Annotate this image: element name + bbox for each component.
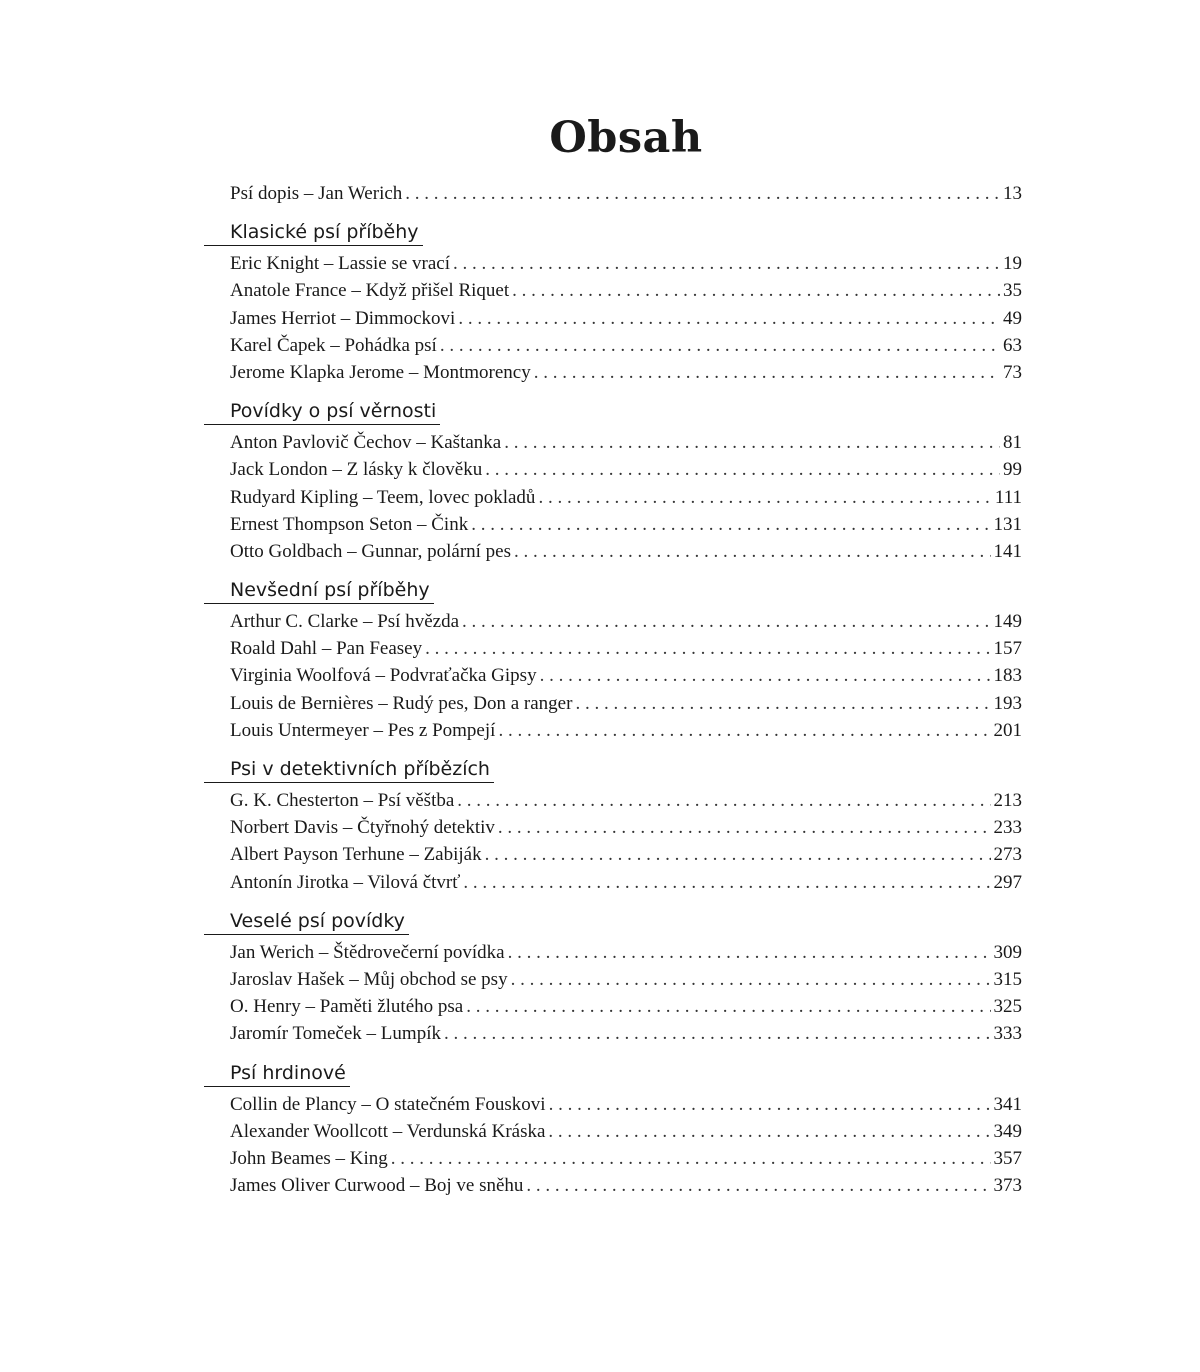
toc-entry-page: 183 bbox=[993, 665, 1022, 687]
toc-entry-label: James Herriot – Dimmockovi bbox=[230, 307, 456, 329]
dot-leader bbox=[444, 1020, 991, 1047]
toc-entry-label: John Beames – King bbox=[230, 1147, 388, 1169]
dot-leader bbox=[526, 1172, 990, 1199]
dot-leader bbox=[549, 1091, 991, 1118]
toc-section bbox=[204, 577, 1022, 744]
dot-leader bbox=[534, 359, 1000, 386]
toc-entry-page: 333 bbox=[993, 1023, 1022, 1045]
toc-entry[interactable] bbox=[204, 332, 1022, 359]
toc-entry-label: Arthur C. Clarke – Psí hvězda bbox=[230, 611, 460, 633]
toc-entry-label: Jack London – Z lásky k člověku bbox=[230, 459, 483, 481]
toc-entry-page: 157 bbox=[993, 638, 1022, 660]
toc-entry-label: Eric Knight – Lassie se vrací bbox=[230, 253, 451, 275]
toc-entry-label: Antonín Jirotka – Vilová čtvrť bbox=[230, 871, 461, 893]
toc-entry-label: Rudyard Kipling – Teem, lovec pokladů bbox=[230, 486, 536, 508]
toc-entry-page: 233 bbox=[993, 817, 1022, 839]
dot-leader bbox=[514, 538, 990, 565]
toc-entry-label: Alexander Woollcott – Verdunská Kráska bbox=[230, 1120, 546, 1142]
toc-entry[interactable] bbox=[204, 662, 1022, 689]
dot-leader bbox=[504, 429, 1000, 456]
toc-entry-page: 201 bbox=[993, 719, 1022, 741]
dot-leader bbox=[453, 250, 1000, 277]
toc-entry-label: Albert Payson Terhune – Zabiják bbox=[230, 844, 482, 866]
table-of-contents bbox=[204, 180, 1022, 1199]
toc-entry-label: Norbert Davis – Čtyřnohý detektiv bbox=[230, 817, 495, 839]
toc-entry-page: 13 bbox=[1003, 183, 1022, 204]
page-title: Obsah bbox=[549, 113, 703, 163]
section-heading: Povídky o psí věrnosti bbox=[204, 398, 440, 425]
toc-entry[interactable] bbox=[204, 1172, 1022, 1199]
toc-entry[interactable] bbox=[204, 993, 1022, 1020]
toc-entry-label: Louis Untermeyer – Pes z Pompejí bbox=[230, 719, 496, 741]
dot-leader bbox=[511, 966, 991, 993]
toc-entry-page: 325 bbox=[993, 996, 1022, 1018]
section-heading: Psí hrdinové bbox=[204, 1060, 350, 1087]
toc-entry-page: 273 bbox=[993, 844, 1022, 866]
toc-entry[interactable] bbox=[204, 787, 1022, 814]
dot-leader bbox=[466, 993, 990, 1020]
dot-leader bbox=[425, 635, 990, 662]
toc-entry-label: Karel Čapek – Pohádka psí bbox=[230, 334, 437, 356]
toc-entry-page: 373 bbox=[993, 1175, 1022, 1197]
toc-entry-page: 357 bbox=[993, 1147, 1022, 1169]
toc-entry-page: 81 bbox=[1003, 432, 1022, 454]
toc-entry[interactable] bbox=[204, 1118, 1022, 1145]
dot-leader bbox=[440, 332, 1000, 359]
dot-leader bbox=[498, 814, 991, 841]
toc-section bbox=[204, 219, 1022, 386]
toc-entry[interactable] bbox=[204, 1091, 1022, 1118]
toc-entry[interactable] bbox=[204, 1020, 1022, 1047]
dot-leader bbox=[485, 841, 991, 868]
toc-entry-label: Psí dopis – Jan Werich bbox=[230, 183, 403, 204]
toc-entry-label: James Oliver Curwood – Boj ve sněhu bbox=[230, 1175, 524, 1197]
section-heading: Psi v detektivních příbězích bbox=[204, 756, 494, 783]
toc-entry[interactable] bbox=[204, 869, 1022, 896]
dot-leader bbox=[471, 511, 990, 538]
toc-entry-page: 213 bbox=[993, 790, 1022, 811]
toc-section bbox=[204, 1060, 1022, 1200]
toc-section bbox=[204, 398, 1022, 565]
toc-entry-page: 141 bbox=[993, 540, 1022, 562]
toc-entry-page: 149 bbox=[993, 611, 1022, 633]
toc-entry-page: 35 bbox=[1003, 280, 1022, 302]
toc-entry[interactable] bbox=[204, 966, 1022, 993]
dot-leader bbox=[512, 277, 1000, 304]
toc-entry-label: G. K. Chesterton – Psí věštba bbox=[230, 790, 455, 811]
toc-entry-page: 341 bbox=[993, 1093, 1022, 1115]
dot-leader bbox=[575, 690, 990, 717]
dot-leader bbox=[405, 180, 1000, 207]
toc-entry[interactable] bbox=[204, 690, 1022, 717]
toc-sections bbox=[204, 219, 1022, 1199]
toc-entry[interactable] bbox=[204, 429, 1022, 456]
toc-entry-label: Otto Goldbach – Gunnar, polární pes bbox=[230, 540, 512, 562]
toc-entry-page: 315 bbox=[993, 968, 1022, 990]
toc-entry[interactable] bbox=[204, 538, 1022, 565]
dot-leader bbox=[540, 662, 991, 689]
section-heading: Klasické psí příběhy bbox=[204, 219, 423, 246]
toc-entry-label: Anton Pavlovič Čechov – Kaštanka bbox=[230, 432, 502, 454]
toc-entry[interactable] bbox=[204, 484, 1022, 511]
toc-entry[interactable] bbox=[204, 608, 1022, 635]
toc-entry-page: 63 bbox=[1003, 334, 1022, 356]
toc-entry[interactable] bbox=[204, 635, 1022, 662]
toc-entry-label: Jaromír Tomeček – Lumpík bbox=[230, 1023, 441, 1045]
dot-leader bbox=[457, 787, 990, 814]
dot-leader bbox=[391, 1145, 991, 1172]
toc-entry-page: 111 bbox=[994, 486, 1022, 508]
toc-entry-page: 19 bbox=[1003, 253, 1022, 275]
section-heading: Nevšední psí příběhy bbox=[204, 577, 434, 604]
toc-entry-label: Anatole France – Když přišel Riquet bbox=[230, 280, 510, 302]
dot-leader bbox=[508, 939, 991, 966]
toc-section bbox=[204, 908, 1022, 1048]
dot-leader bbox=[485, 456, 1000, 483]
toc-entry-intro[interactable] bbox=[204, 180, 1022, 207]
toc-entry[interactable] bbox=[204, 305, 1022, 332]
toc-entry-label: Collin de Plancy – O statečném Fouskovi bbox=[230, 1093, 546, 1115]
toc-entry-label: Jaroslav Hašek – Můj obchod se psy bbox=[230, 968, 508, 990]
dot-leader bbox=[498, 717, 990, 744]
toc-entry-label: Louis de Bernières – Rudý pes, Don a ranger bbox=[230, 692, 573, 714]
toc-entry-page: 309 bbox=[993, 941, 1022, 963]
toc-entry[interactable] bbox=[204, 511, 1022, 538]
toc-entry-label: Jerome Klapka Jerome – Montmorency bbox=[230, 361, 531, 383]
dot-leader bbox=[463, 869, 990, 896]
toc-entry-page: 131 bbox=[993, 513, 1022, 535]
dot-leader bbox=[462, 608, 990, 635]
toc-entry-label: Virginia Woolfová – Podvraťačka Gipsy bbox=[230, 665, 537, 687]
toc-entry-page: 349 bbox=[993, 1120, 1022, 1142]
toc-section bbox=[204, 756, 1022, 896]
toc-entry[interactable] bbox=[204, 841, 1022, 868]
toc-entry-label: Ernest Thompson Seton – Čink bbox=[230, 513, 469, 535]
toc-entry-label: O. Henry – Paměti žlutého psa bbox=[230, 996, 464, 1018]
dot-leader bbox=[548, 1118, 990, 1145]
toc-entry-label: Roald Dahl – Pan Feasey bbox=[230, 638, 423, 660]
toc-entry[interactable] bbox=[204, 1145, 1022, 1172]
toc-entry[interactable] bbox=[204, 359, 1022, 386]
toc-entry-page: 49 bbox=[1003, 307, 1022, 329]
toc-entry[interactable] bbox=[204, 814, 1022, 841]
section-heading: Veselé psí povídky bbox=[204, 908, 409, 935]
toc-entry[interactable] bbox=[204, 939, 1022, 966]
toc-entry[interactable] bbox=[204, 456, 1022, 483]
toc-entry-page: 193 bbox=[993, 692, 1022, 714]
dot-leader bbox=[538, 484, 991, 511]
toc-entry-page: 99 bbox=[1003, 459, 1022, 481]
toc-entry-page: 73 bbox=[1003, 361, 1022, 383]
toc-entry-label: Jan Werich – Štědrovečerní povídka bbox=[230, 941, 505, 963]
dot-leader bbox=[458, 305, 1000, 332]
toc-entry[interactable] bbox=[204, 277, 1022, 304]
toc-entry-page: 297 bbox=[993, 871, 1022, 893]
toc-entry[interactable] bbox=[204, 717, 1022, 744]
toc-entry[interactable] bbox=[204, 250, 1022, 277]
